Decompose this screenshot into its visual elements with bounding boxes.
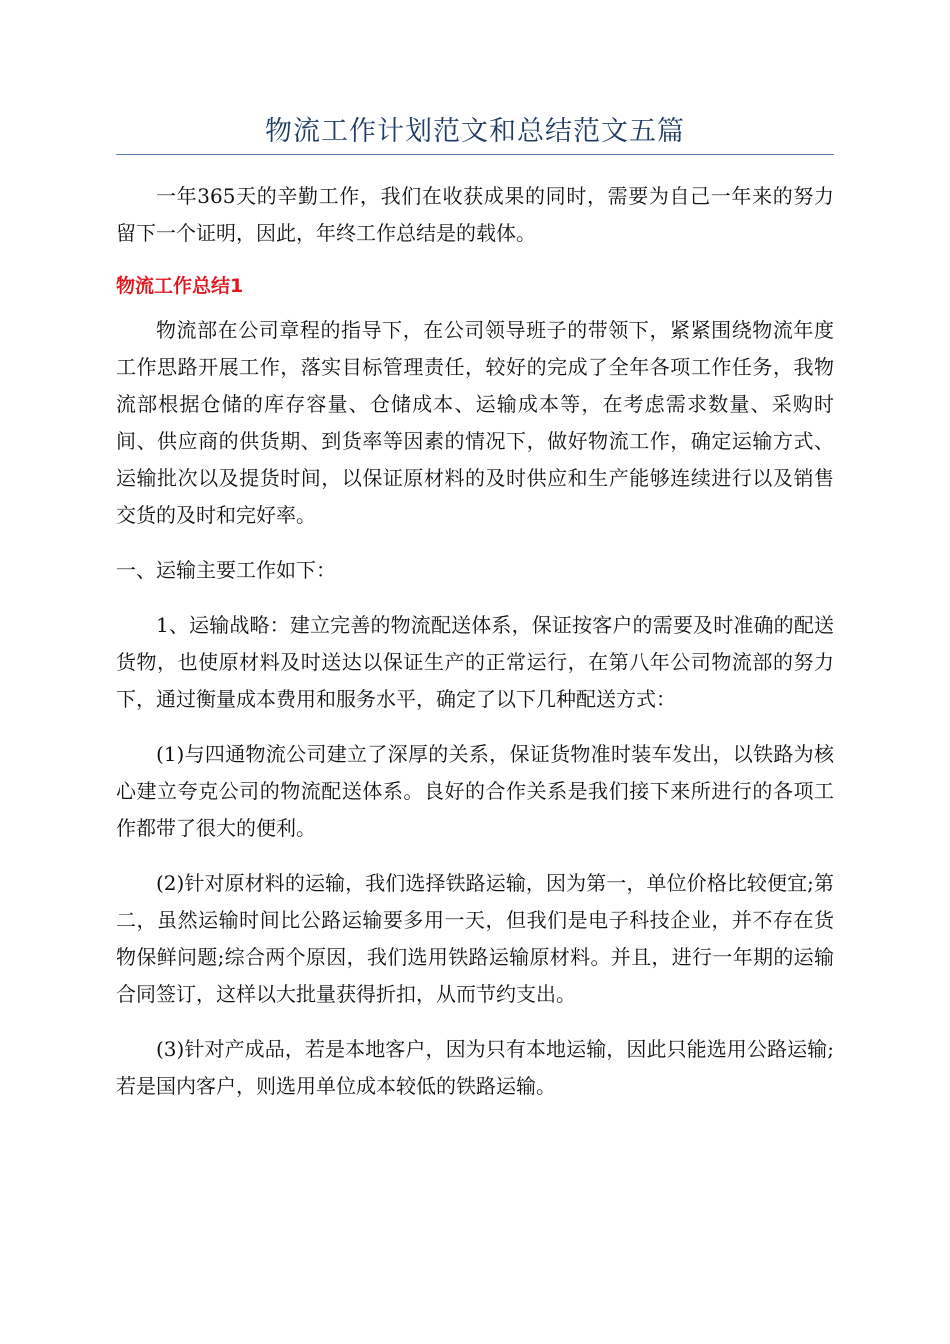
document-body [116, 178, 834, 1123]
section-heading: 物流工作总结1 [116, 275, 244, 297]
list-heading: 一、运输主要工作如下： [116, 558, 336, 582]
sub-item-1: (1)与四通物流公司建立了深厚的关系，保证货物准时装车发出，以铁路为核心建立夸克公司的物流配送体系。良好的合作关系是我们接下来所进行的各项工作都带了很大的便利。 [116, 742, 834, 840]
title-underline [116, 154, 834, 155]
intro-paragraph: 一年365天的辛勤工作，我们在收获成果的同时，需要为自己一年来的努力留下一个证明，因此，年终工作总结是的载体。 [116, 184, 834, 245]
sub-item-3: (3)针对产成品，若是本地客户，因为只有本地运输，因此只能选用公路运输;若是国内客户，则选用单位成本较低的铁路运输。 [116, 1037, 834, 1098]
list-item: 1、运输战略：建立完善的物流配送体系，保证按客户的需要及时准确的配送货物，也使原材料及时送达以保证生产的正常运行，在第八年公司物流部的努力下，通过衡量成本费用和服务水平，确定了以下几种配送方式： [116, 613, 834, 711]
document-title: 物流工作计划范文和总结范文五篇 [265, 116, 685, 147]
section-paragraph: 物流部在公司章程的指导下，在公司领导班子的带领下，紧紧围绕物流年度工作思路开展工作，落实目标管理责任，较好的完成了全年各项工作任务，我物流部根据仓储的库存容量、仓储成本、运输成本等，在考虑需求数量、采购时间、供应商的供货期、到货率等因素的情况下，做好物流工作，确定运输方式、运输批次以及提货时间，以保证原材料的及时供应和生产能够连续进行以及销售交货的及时和完好率。 [116, 318, 834, 527]
sub-item-2: (2)针对原材料的运输，我们选择铁路运输，因为第一，单位价格比较便宜;第二，虽然运输时间比公路运输要多用一天，但我们是电子科技企业，并不存在货物保鲜问题;综合两个原因，我们选用铁路运输原材料。并且，进行一年期的运输合同签订，这样以大批量获得折扣，从而节约支出。 [116, 871, 834, 1006]
